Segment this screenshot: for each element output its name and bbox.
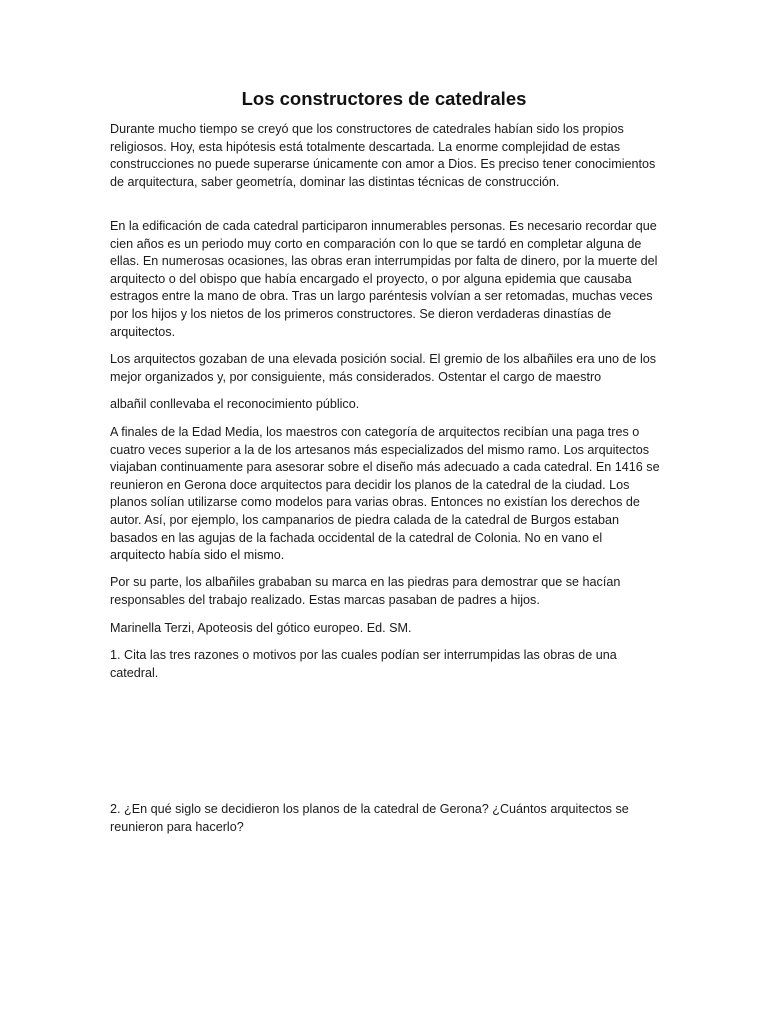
paragraph-arquitectos: Los arquitectos gozaban de una elevada posición social. El gremio de los albañiles era uno de los mejor organizados y, por consiguiente, más considerados. Ostentar el cargo de maestro [110, 352, 657, 384]
paragraph-albanil: albañil conllevaba el reconocimiento público. [110, 397, 360, 411]
paragraph-intro: Durante mucho tiempo se creyó que los constructores de catedrales habían sido los propios religiosos. Hoy, esta hipótesis está totalmente descartada. La enorme complejidad de estas construcciones no puede superarse únicamente con amor a Dios. Es preciso tener conocimientos de arquitectura, saber geometría, dominar las distintas técnicas de construcción. [110, 122, 656, 189]
answer-space-1[interactable] [110, 690, 660, 795]
question-2: 2. ¿En qué siglo se decidieron los planos de la catedral de Gerona? ¿Cuántos arquitectos se reunieron para hacerlo? [110, 802, 629, 834]
paragraph-edificacion: En la edificación de cada catedral participaron innumerables personas. Es necesario recordar que cien años es un periodo muy corto en comparación con lo que se tardó en completar alguna de ellas. En numerosas ocasiones, las obras eran interrumpidas por falta de dinero, por la muerte del arquitecto o del obispo que había encargado el proyecto, o por alguna epidemia que causaba estragos entre la mano de obra. Tras un largo paréntesis volvían a ser retomadas, muchas veces por los hijos y los nietos de los primeros constructores. Se dieron verdaderas dinastías de arquitectos. [110, 219, 658, 339]
document-title: Los constructores de catedrales [241, 88, 527, 109]
source-citation: Marinella Terzi, Apoteosis del gótico europeo. Ed. SM. [110, 621, 412, 635]
paragraph-edad-media: A finales de la Edad Media, los maestros con categoría de arquitectos recibían una paga tres o cuatro veces superior a la de los artesanos más especializados del mismo ramo. Los arquitectos viajaban continuamente para asesorar sobre el diseño más adecuado a cada catedral. En 1416 se reunieron en Gerona doce arquitectos para decidir los planos de la catedral de la ciudad. Los planos solían utilizarse como modelos para varias obras. Entonces no existían los derechos de autor. Así, por ejemplo, los campanarios de piedra calada de la catedral de Burgos estaban basados en las agujas de la fachada occidental de la catedral de Colonia. No en vano el arquitecto había sido el mismo. [110, 425, 660, 563]
paragraph-albaniles: Por su parte, los albañiles grababan su marca en las piedras para demostrar que se hacían responsables del trabajo realizado. Estas marcas pasaban de padres a hijos. [110, 575, 621, 607]
answer-space-2[interactable] [110, 845, 660, 995]
question-1: 1. Cita las tres razones o motivos por las cuales podían ser interrumpidas las obras de una catedral. [110, 648, 617, 680]
